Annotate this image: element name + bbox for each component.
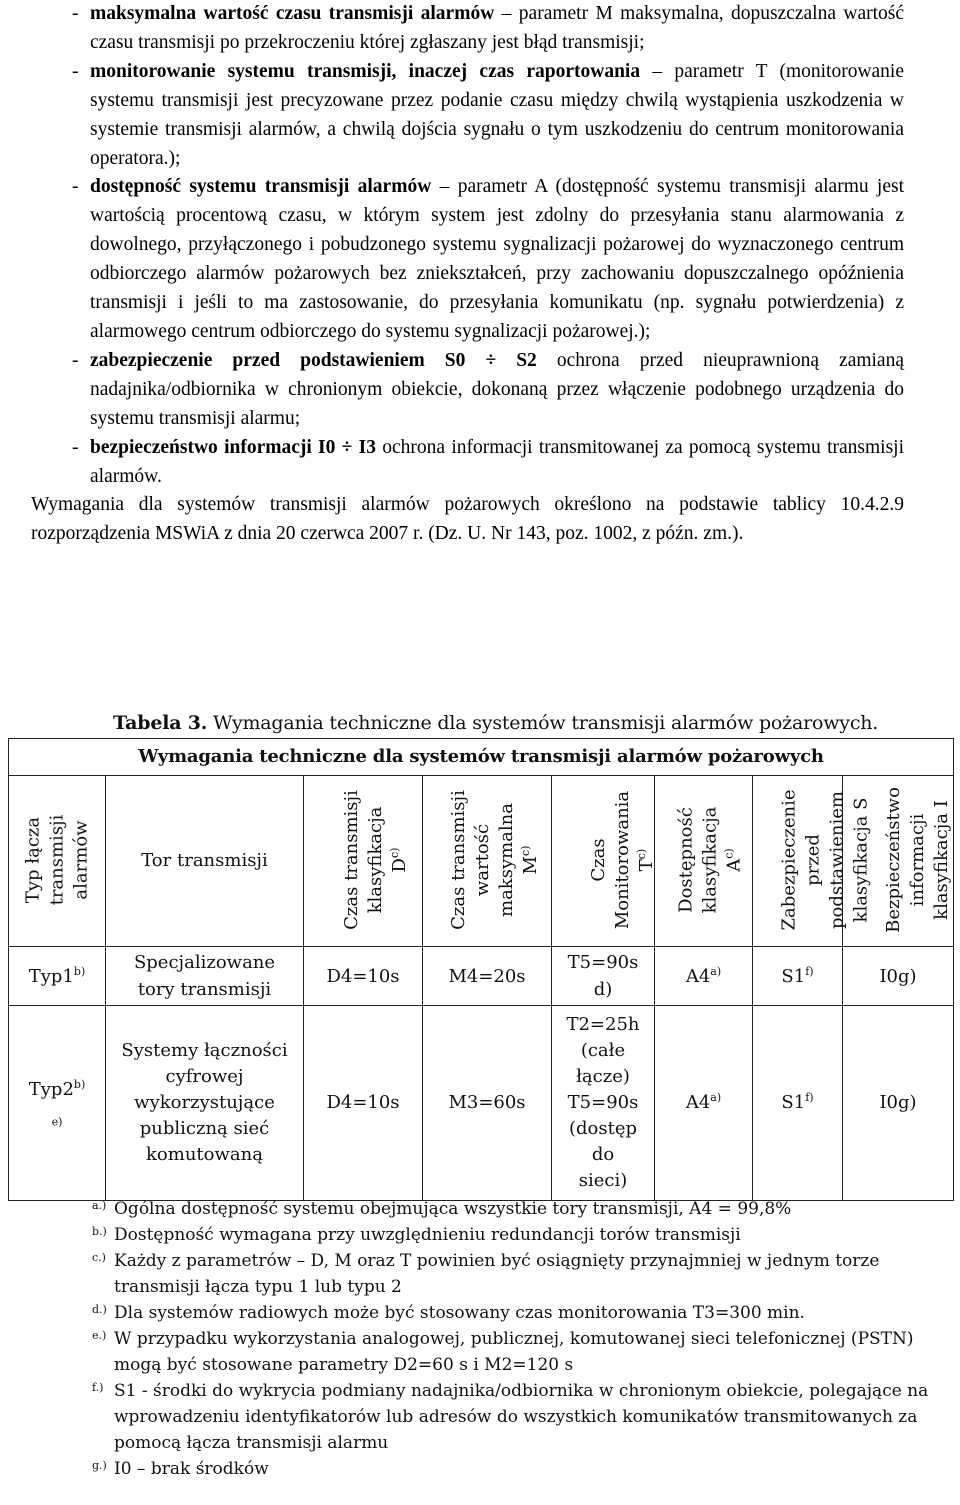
bullet-dash: - bbox=[72, 176, 79, 198]
table-title: Wymagania techniczne dla systemów transmisji alarmów pożarowych bbox=[9, 739, 954, 776]
cell-d: D4=10s bbox=[304, 947, 423, 1006]
definition-monitoring bbox=[0, 58, 960, 174]
definition-information-security bbox=[0, 434, 960, 492]
table-figure bbox=[8, 708, 953, 1498]
term: bezpieczeństwo informacji I0 ÷ I3 bbox=[90, 436, 376, 458]
bullet-dash: - bbox=[72, 3, 79, 24]
footnote: g.) I0 – brak środków bbox=[92, 1459, 269, 1479]
cell-a: A4$^{a)}$ bbox=[655, 947, 753, 1006]
term: zabezpieczenie przed podstawieniem S0 ÷ S2 bbox=[90, 349, 537, 371]
cell-s: S1$^{f)}$ bbox=[753, 947, 843, 1006]
header-link-type: Typ łącza transmisji alarmów bbox=[9, 776, 106, 947]
cell-transmission-path: Specjalizowane tory transmisji bbox=[106, 947, 304, 1006]
table-row bbox=[9, 1006, 954, 1201]
table-caption bbox=[113, 712, 878, 734]
header-transmission-time-class: Czas transmisji klasyfikacja $D^{c)}$ bbox=[304, 776, 423, 947]
table-header-row bbox=[9, 776, 954, 947]
table-footnotes bbox=[86, 1196, 951, 1482]
cell-link-type: Typ1$^{b)}$ bbox=[9, 947, 106, 1006]
table-caption-label: Tabela 3. bbox=[113, 712, 208, 734]
footnote: a.) Ogólna dostępność systemu obejmująca wszystkie tory transmisji, A4 = 99,8% bbox=[92, 1199, 792, 1219]
term-description: parametr M maksymalna, dopuszczalna wartość czasu transmisji po przekroczeniu której zgłaszany jest błąd transmisji; bbox=[90, 3, 905, 53]
cell-m: M3=60s bbox=[423, 1006, 552, 1201]
header-availability: Dostępność klasyfikacja $A^{c)}$ bbox=[655, 776, 753, 947]
cell-t: T2=25h (całe łącze) T5=90s (dostęp do sieci) bbox=[552, 1006, 655, 1201]
bullet-dash: - bbox=[72, 436, 79, 458]
footnote: f.) S1 - środki do wykrycia podmiany nadajnika/odbiornika w chronionym obiekcie, polegające na wprowadzeniu identyfikatorów lub adresów do wszystkich komunikatów transmitowanych za pomocą łącza transmisji alarmu bbox=[92, 1381, 929, 1453]
requirements-table bbox=[8, 738, 954, 1201]
term-separator: – bbox=[501, 3, 512, 24]
header-transmission-time-max: Czas transmisji wartość maksymalna $M^{c)}$ bbox=[423, 776, 552, 947]
cell-d: D4=10s bbox=[304, 1006, 423, 1201]
term-description: parametr A (dostępność systemu transmisji alarmu jest wartością procentową czasu, w którym system jest zdolny do przesyłania stanu alarmowania z dowolnego, przyłączonego i pobudzonego systemu sygnalizacji pożarowej do wyznaczonego centrum odbiorczego alarmów pożarowych bez zniekształceń, przy zachowaniu dopuszczalnego opóźnienia transmisji i jeśli to ma zastosowanie, do przesyłania komunikatu (np. sygnału potwierdzenia) z alarmowego centrum odbiorczego do systemu sygnalizacji pożarowej.); bbox=[90, 176, 905, 342]
document-body bbox=[0, 0, 960, 549]
table-caption-text: Wymagania techniczne dla systemów transmisji alarmów pożarowych. bbox=[213, 712, 879, 734]
term: monitorowanie systemu transmisji, inaczej czas raportowania bbox=[90, 60, 641, 82]
cell-transmission-path: Systemy łączności cyfrowej wykorzystujące publiczną sieć komutowaną bbox=[106, 1006, 304, 1201]
header-substitution-protection: Zabezpieczenie przed podstawieniem klasyfikacja S bbox=[753, 776, 843, 947]
term-description: ochrona przed nieuprawnioną zamianą nadajnika/odbiornika w chronionym obiekcie, dokonaną przez włączenie podobnego urządzenia do systemu transmisji alarmu; bbox=[90, 349, 904, 429]
term-separator: – bbox=[439, 176, 450, 198]
term-description: parametr T (monitorowanie systemu transmisji jest precyzowane przez podanie czasu między chwilą wystąpienia uszkodzenia w systemie transmisji alarmów, a chwilą dojścia sygnału o tym uszkodzeniu do centrum monitorowania operatora.); bbox=[90, 60, 905, 169]
cell-m: M4=20s bbox=[423, 947, 552, 1006]
term: maksymalna wartość czasu transmisji alarmów bbox=[90, 3, 495, 24]
term-description: ochrona informacji transmitowanej za pomocą systemu transmisji alarmów. bbox=[90, 436, 904, 487]
bullet-dash: - bbox=[72, 349, 79, 371]
term: dostępność systemu transmisji alarmów bbox=[90, 176, 432, 198]
table-title-row bbox=[9, 739, 954, 776]
cell-i: I0g) bbox=[843, 1006, 954, 1201]
definition-substitution-protection bbox=[0, 347, 960, 434]
definition-max-transmission-time bbox=[0, 0, 960, 58]
definition-availability bbox=[0, 173, 960, 346]
footnote: b.) Dostępność wymagana przy uwzględnieniu redundancji torów transmisji bbox=[92, 1225, 741, 1245]
cell-t: T5=90s d) bbox=[552, 947, 655, 1006]
header-information-security: Bezpieczeństwo informacji klasyfikacja I bbox=[843, 776, 954, 947]
regulation-paragraph: Wymagania dla systemów transmisji alarmów pożarowych określono na podstawie tablicy 10.4.2.9 rozporządzenia MSWiA z dnia 20 czerwca 2007 r. (Dz. U. Nr 143, poz. 1002, z późn. zm.). bbox=[31, 494, 904, 545]
table-row bbox=[9, 947, 954, 1006]
cell-s: S1$^{f)}$ bbox=[753, 1006, 843, 1201]
cell-i: I0g) bbox=[843, 947, 954, 1006]
bullet-dash: - bbox=[72, 60, 79, 82]
header-monitoring-time: Czas Monitorowania $T^{c)}$ bbox=[552, 776, 655, 947]
cell-link-type: Typ2$^{b)}$ $_{e)}$ bbox=[9, 1006, 106, 1201]
cell-a: A4$^{a)}$ bbox=[655, 1006, 753, 1201]
header-transmission-path: Tor transmisji bbox=[106, 776, 304, 947]
footnote: e.) W przypadku wykorzystania analogowej, publicznej, komutowanej sieci telefonicznej (PSTN) mogą być stosowane parametry D2=60 s i M2=120 s bbox=[92, 1329, 914, 1375]
footnote: d.) Dla systemów radiowych może być stosowany czas monitorowania T3=300 min. bbox=[92, 1303, 805, 1323]
term-separator: – bbox=[652, 60, 663, 82]
footnote: c.) Każdy z parametrów – D, M oraz T powinien być osiągnięty przynajmniej w jednym torze transmisji łącza typu 1 lub typu 2 bbox=[92, 1251, 880, 1297]
